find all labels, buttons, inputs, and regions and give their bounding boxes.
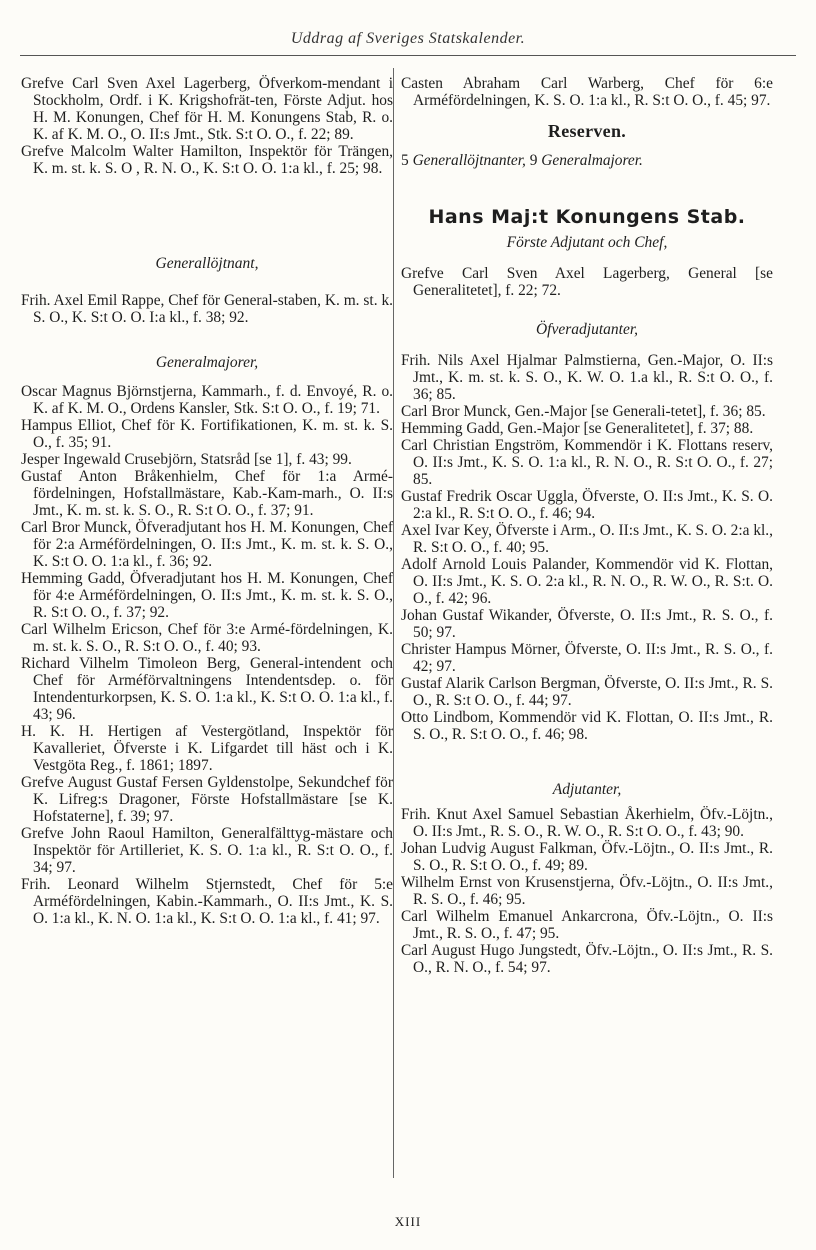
entry-elliot: Hampus Elliot, Chef för K. Fortifikationen, K. m. st. k. S. O., f. 35; 91.	[21, 417, 393, 451]
entry-brakenhielm: Gustaf Anton Bråkenhielm, Chef för 1:a Armé-fördelningen, Hofstallmästare, Kab.-Kam-marh., O. II:s Jmt., K. m. st. k. S. O., R. S:t O. O., f. 37; 91.	[21, 468, 393, 519]
entry-key: Axel Ivar Key, Öfverste i Arm., O. II:s Jmt., K. S. O. 2:a kl., R. S:t O. O., f. 40; 95.	[401, 522, 773, 556]
left-column	[21, 75, 393, 927]
entry-hamilton-john: Grefve John Raoul Hamilton, Generalfälttyg-mästare och Inspektör för Artilleriet, K. S. O. 1:a kl., R. S:t O. O., f. 34; 97.	[21, 825, 393, 876]
running-head: Uddrag af Sveriges Statskalender.	[290, 30, 526, 47]
entry-wikander: Johan Gustaf Wikander, Öfverste, O. II:s Jmt., R. S. O., f. 50; 97.	[401, 607, 773, 641]
entry-bergman: Gustaf Alarik Carlson Bergman, Öfverste, O. II:s Jmt., R. S. O., R. S:t O. O., f. 44; 97.	[401, 675, 773, 709]
entry-gadd: Hemming Gadd, Öfveradjutant hos H. M. Konungen, Chef för 4:e Arméfördelningen, O. II:s Jmt., K. m. st. k. S. O., R. S:t O. O., f. 37; 92.	[21, 570, 393, 621]
entry-hertigen: H. K. H. Hertigen af Vestergötland, Inspektör för Kavalleriet, Öfverste i K. Lifgardet till häst och i K. Vestgöta Reg., f. 1861; 1897.	[21, 723, 393, 774]
entry-falkman: Johan Ludvig August Falkman, Öfv.-Löjtn., O. II:s Jmt., R. S. O., R. S:t O. O., f. 49; 89.	[401, 840, 773, 874]
entry-morner: Christer Hampus Mörner, Öfverste, O. II:s Jmt., R. S. O., f. 42; 97.	[401, 641, 773, 675]
entry-palander: Adolf Arnold Louis Palander, Kommendör vid K. Flottan, O. II:s Jmt., K. S. O. 2:a kl., R. N. O., R. W. O., R. S:t. O. O., f. 42; 96.	[401, 556, 773, 607]
reserven-summary	[401, 152, 773, 169]
entry-crusebjorn: Jesper Ingewald Crusebjörn, Statsråd [se 1], f. 43; 99.	[21, 451, 352, 468]
entry-stjernstedt: Frih. Leonard Wilhelm Stjernstedt, Chef för 5:e Arméfördelningen, Kabin.-Kammarh., O. II:s Jmt., K. S. O. 1:a kl., K. N. O. 1:a kl., K. S:t O. O. 1:a kl., f. 41; 97.	[21, 876, 393, 927]
entry-palmstierna: Frih. Nils Axel Hjalmar Palmstierna, Gen.-Major, O. II:s Jmt., K. m. st. k. S. O., K. W. O. 1.a kl., R. S:t O. O., f. 36; 85.	[401, 352, 773, 403]
entry-jungstedt: Carl August Hugo Jungstedt, Öfv.-Löjtn., O. II:s Jmt., R. S. O., R. N. O., f. 54; 97.	[401, 942, 773, 976]
reserven-label-1: Generallöjtnanter,	[412, 152, 526, 169]
heading-adjutanter: Adjutanter,	[552, 781, 622, 798]
heading-generallojtnant: Generallöjtnant,	[155, 255, 259, 272]
entry-warberg: Casten Abraham Carl Warberg, Chef för 6:e Arméfördelningen, K. S. O. 1:a kl., R. S:t O. O., f. 45; 97.	[401, 75, 773, 109]
column-divider	[393, 68, 394, 1178]
entry-gyldenstolpe: Grefve August Gustaf Fersen Gyldenstolpe, Sekundchef för K. Lifreg:s Dragoner, Förste Hofstallmästare [se K. Hofstaterne], f. 39; 97.	[21, 774, 393, 825]
entry-lagerberg-stab: Grefve Carl Sven Axel Lagerberg, General [se Generalitetet], f. 22; 72.	[401, 265, 773, 299]
reserven-count-2: 9	[529, 152, 538, 169]
entry-ankarcrona: Carl Wilhelm Emanuel Ankarcrona, Öfv.-Löjtn., O. II:s Jmt., R. S. O., f. 47; 95.	[401, 908, 773, 942]
entry-bjornstjerna: Oscar Magnus Björnstjerna, Kammarh., f. d. Envoyé, R. o. K. af K. M. O., Ordens Kansler, Stk. S:t O. O., f. 19; 71.	[21, 383, 393, 417]
entry-lagerberg: Grefve Carl Sven Axel Lagerberg, Öfverkom-mendant i Stockholm, Ordf. i K. Krigshofrät-ten, Förste Adjut. hos H. M. Konungen, Chef för H. M. Konungens Stab, R. o. K. af K. M. O., O. II:s Jmt., Stk. S:t O. O., f. 22; 89.	[21, 75, 393, 143]
page-number: XIII	[394, 1214, 422, 1229]
entry-ericson: Carl Wilhelm Ericson, Chef för 3:e Armé-fördelningen, K. m. st. k. S. O., R. S:t O. O., f. 40; 93.	[21, 621, 393, 655]
reserven-count-1: 5	[401, 152, 409, 169]
entry-engstrom: Carl Christian Engström, Kommendör i K. Flottans reserv, O. II:s Jmt., K. S. O. 1:a kl., R. N. O., R. S:t O. O., f. 27; 85.	[401, 437, 773, 488]
heading-konungens-stab: Hans Maj:t Konungens Stab.	[428, 206, 746, 228]
heading-reserven: Reserven.	[547, 121, 627, 141]
header-rule	[20, 55, 796, 56]
entry-munck-stab: Carl Bror Munck, Gen.-Major [se Generali-tetet], f. 36; 85.	[401, 403, 766, 420]
heading-forste-adjutant: Förste Adjutant och Chef,	[506, 234, 668, 251]
reserven-label-2: Generalmajorer.	[541, 152, 643, 169]
heading-generalmajorer: Generalmajorer,	[155, 354, 259, 371]
right-column	[401, 75, 773, 976]
heading-ofveradjutanter: Öfveradjutanter,	[535, 321, 639, 338]
entry-gadd-stab: Hemming Gadd, Gen.-Major [se Generalitetet], f. 37; 88.	[401, 420, 754, 437]
entry-akerhielm: Frih. Knut Axel Samuel Sebastian Åkerhielm, Öfv.-Löjtn., O. II:s Jmt., R. S. O., R. W. O., R. S:t O. O., f. 43; 90.	[401, 806, 773, 840]
entry-berg: Richard Vilhelm Timoleon Berg, General-intendent och Chef för Arméförvaltningens Intendentsdep. o. för Intendenturkorpsen, K. S. O. 1:a kl., K. S:t O. O. 1:a kl., f. 43; 96.	[21, 655, 393, 723]
entry-lindbom: Otto Lindbom, Kommendör vid K. Flottan, O. II:s Jmt., R. S. O., R. S:t O. O., f. 46; 98.	[401, 709, 773, 743]
entry-rappe: Frih. Axel Emil Rappe, Chef för General-staben, K. m. st. k. S. O., K. S:t O. O. I:a kl., f. 38; 92.	[21, 292, 393, 326]
entry-munck: Carl Bror Munck, Öfveradjutant hos H. M. Konungen, Chef för 2:a Arméfördelningen, O. II:s Jmt., K. m. st. k. S. O., K. S:t O. O. 1:a kl., f. 36; 92.	[21, 519, 393, 570]
entry-uggla: Gustaf Fredrik Oscar Uggla, Öfverste, O. II:s Jmt., K. S. O. 2:a kl., R. S:t O. O., f. 46; 94.	[401, 488, 773, 522]
entry-krusenstjerna: Wilhelm Ernst von Krusenstjerna, Öfv.-Löjtn., O. II:s Jmt., R. S. O., f. 46; 95.	[401, 874, 773, 908]
entry-hamilton-malcolm: Grefve Malcolm Walter Hamilton, Inspektör för Trängen, K. m. st. k. S. O , R. N. O., K. S:t O. O. 1:a kl., f. 25; 98.	[21, 143, 393, 177]
